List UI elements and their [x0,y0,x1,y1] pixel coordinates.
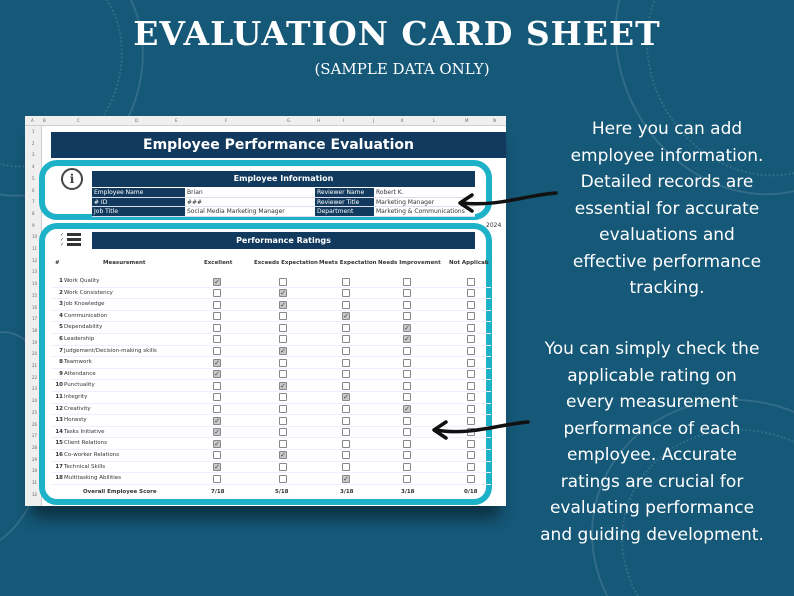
row-header-cell[interactable]: 27 [32,433,38,439]
checkbox-exceeds[interactable]: ✓ [280,347,286,356]
column-header-cell[interactable]: N [493,118,496,123]
checkbox-meets[interactable] [342,301,350,309]
column-header-cell[interactable]: H [317,118,321,123]
checkbox-meets[interactable] [342,440,350,448]
column-header-cell[interactable]: A [31,118,34,123]
table-row [51,427,491,439]
score-exceeds: 5/18 [275,489,289,495]
measurement-label: Job Knowledge [64,301,105,308]
measurement-label: Tasks Initiative [64,428,105,435]
score-needs: 3/18 [401,489,415,495]
row-header-cell[interactable]: 24 [32,398,38,404]
row-header-cell[interactable]: 31 [32,480,38,485]
table-row [51,369,491,381]
row-header-cell[interactable]: 4 [32,164,35,170]
row-header-cell[interactable]: 9 [32,222,35,228]
table-row [51,450,491,462]
measurement-label: Co-worker Relations [64,451,120,458]
row-header-cell[interactable]: 26 [32,421,38,427]
score-not-applicable: 0/18 [464,489,478,495]
checkbox-not-applicable[interactable] [467,451,475,459]
checkbox-exceeds[interactable] [279,428,287,436]
table-row [51,380,491,392]
checklist-icon: ✓ ✓ ✓ [60,230,82,248]
row-number: 9 [59,370,63,377]
table-row [51,311,491,323]
checkbox-needs[interactable] [403,475,411,483]
table-row [51,473,491,485]
employee-info-header: Employee Information [92,171,475,187]
row-header-cell[interactable]: 11 [32,246,38,251]
checkbox-needs[interactable] [403,312,411,320]
row-header-cell[interactable]: 7 [32,199,35,205]
row-header-cell[interactable]: 3 [32,152,35,158]
curved-arrow-icon [428,412,532,442]
checkbox-not-applicable[interactable] [467,289,475,297]
info-icon: i [61,168,83,190]
row-number: 17 [55,463,63,470]
measurement-label: Communication [64,312,108,319]
column-header-cell[interactable]: J [373,118,375,123]
callout-line: ratings are crucial for [560,471,744,492]
table-row [51,438,491,450]
callout-line: employee information. [570,145,764,166]
checkbox-not-applicable[interactable] [467,370,475,378]
checkbox-not-applicable[interactable] [467,278,475,286]
page-subtitle: (SAMPLE DATA ONLY) [314,60,490,78]
checkbox-needs[interactable] [403,440,411,448]
row-header-cell[interactable]: 23 [32,386,38,392]
row-header-cell[interactable]: 21 [32,363,38,368]
callout-line: effective performance [572,251,762,272]
column-header-cell[interactable]: L [433,118,436,123]
callout-line: Here you can add [591,119,743,139]
row-number: 4 [59,312,63,319]
checkbox-exceeds[interactable] [279,463,287,471]
checkbox-needs[interactable] [403,347,411,355]
callout-line: performance of each [563,418,741,439]
checkbox-excellent[interactable] [213,312,221,320]
checkbox-excellent[interactable] [213,289,221,297]
measurement-label: Leadership [64,335,95,342]
page-title: EVALUATION CARD SHEET [133,14,661,53]
checkbox-exceeds[interactable]: ✓ [280,451,286,460]
measurement-label: Creativity [64,405,91,412]
callout-line: applicable rating on [567,365,737,386]
row-header-cell[interactable]: 1 [32,129,35,134]
row-header-cell[interactable]: 5 [32,175,35,181]
score-excellent: 7/18 [211,489,225,495]
score-label: Overall Employee Score [83,489,157,495]
checkbox-meets[interactable] [342,359,350,367]
checkbox-excellent[interactable] [213,335,221,343]
measurement-label: Dependability [64,324,103,331]
checkbox-not-applicable[interactable] [467,301,475,309]
checkbox-exceeds[interactable] [279,359,287,367]
row-header-cell[interactable]: 10 [32,234,38,240]
job-title-field[interactable]: Social Media Marketing Manager [185,207,315,217]
measurement-label: Client Relations [64,440,107,447]
row-number: 3 [59,301,63,308]
row-header-cell[interactable]: 6 [32,187,35,193]
checkbox-meets[interactable] [342,417,350,425]
table-row [51,322,491,334]
column-header-bar [25,116,506,126]
employee-name-label: Employee Name [92,188,185,198]
checkbox-excellent[interactable]: ✓ [214,358,220,367]
checkbox-needs[interactable] [403,428,411,436]
row-number: 1 [59,278,63,284]
table-row [51,346,491,358]
reviewer-title-field[interactable]: Marketing Manager [374,198,475,208]
checkbox-meets[interactable]: ✓ [343,312,349,321]
checkbox-not-applicable[interactable] [467,393,475,401]
row-number: 7 [59,347,63,354]
column-header-cell[interactable]: M [465,118,469,123]
col-needs: Needs Improvement [378,260,441,266]
checkbox-excellent[interactable]: ✓ [214,416,220,425]
measurement-label: Teamwork [64,359,92,366]
checkbox-exceeds[interactable]: ✓ [280,289,286,298]
col-measurement: Measurement [103,260,146,266]
checkbox-meets[interactable] [342,289,350,297]
year-cell: 2024 [486,222,502,229]
row-number: 11 [55,393,63,400]
checkbox-exceeds[interactable] [279,324,287,332]
column-header-cell[interactable]: K [401,118,404,123]
callout-line: You can simply check the [544,339,760,359]
job-title-label: Job Title [92,207,185,217]
checkbox-meets[interactable] [342,370,350,378]
column-header-cell[interactable]: E [175,118,178,123]
measurement-label: Honesty [64,417,87,424]
table-row [51,392,491,404]
col-meets: Meets Expectation [319,260,377,266]
checkbox-needs[interactable] [403,463,411,471]
callout-line: evaluations and [599,225,735,245]
checkbox-needs[interactable]: ✓ [404,335,410,344]
checkbox-excellent[interactable]: ✓ [214,277,220,286]
callout-line: employee. Accurate [566,445,738,465]
checkbox-excellent[interactable] [213,451,221,459]
checkbox-meets[interactable] [342,382,350,390]
checkbox-needs[interactable] [403,382,411,390]
checkbox-excellent[interactable]: ✓ [214,370,220,379]
checkbox-needs[interactable]: ✓ [404,323,410,332]
score-meets: 3/18 [340,489,354,495]
column-header-cell[interactable]: D [135,118,139,123]
employee-id-field[interactable]: ### [185,198,315,208]
table-row [51,334,491,346]
checkbox-exceeds[interactable] [279,393,287,401]
checkbox-needs[interactable] [403,301,411,309]
checkbox-needs[interactable] [403,370,411,378]
checkbox-excellent[interactable] [213,382,221,390]
checkbox-not-applicable[interactable] [467,335,475,343]
checkbox-not-applicable[interactable] [467,324,475,332]
checkbox-exceeds[interactable]: ✓ [280,300,286,309]
callout-line: essential for accurate [574,198,760,219]
curved-arrow-icon [452,185,562,215]
row-number: 15 [55,440,63,447]
callout-ratings [530,336,774,548]
row-header-cell[interactable]: 29 [32,456,38,462]
checkbox-exceeds[interactable] [279,312,287,320]
row-number: 14 [55,428,63,435]
table-row [51,357,491,369]
checkbox-exceeds[interactable]: ✓ [280,381,286,390]
col-exceeds: Exceeds Expectation [254,260,318,266]
row-header-cell[interactable]: 14 [32,281,38,287]
checkbox-excellent[interactable]: ✓ [214,428,220,437]
overall-score-row [51,486,491,499]
checkbox-excellent[interactable] [213,475,221,483]
checkbox-needs[interactable] [403,417,411,425]
checkbox-meets[interactable] [342,347,350,355]
checkbox-excellent[interactable] [213,324,221,332]
column-header-cell[interactable]: B [43,118,46,123]
table-row [51,404,491,416]
callout-employee-info [560,116,774,302]
row-header-cell[interactable]: 18 [32,327,38,333]
callout-line: and guiding development. [540,524,764,545]
row-header-cell[interactable]: 15 [32,292,38,298]
checkbox-needs[interactable] [403,278,411,286]
checkbox-excellent[interactable] [213,347,221,355]
checkbox-not-applicable[interactable] [467,463,475,471]
row-header-cell[interactable]: 8 [32,210,35,216]
checkbox-not-applicable[interactable] [467,347,475,355]
checkbox-excellent[interactable] [213,301,221,309]
measurement-label: Judgement/Decision-making skills [64,347,157,354]
callout-line: evaluating performance [549,498,755,518]
row-number: 16 [55,451,63,458]
checkbox-needs[interactable] [403,289,411,297]
row-header-cell[interactable]: 12 [32,257,38,263]
checkbox-exceeds[interactable] [279,417,287,425]
row-number: 10 [55,382,63,389]
table-row [51,276,491,288]
row-header-cell[interactable]: 17 [32,316,38,322]
row-number: 6 [59,335,63,342]
checkbox-meets[interactable] [342,405,350,413]
checkbox-not-applicable[interactable] [467,382,475,390]
measurement-label: Work Quality [64,278,100,284]
table-row [51,415,491,427]
checkbox-needs[interactable] [403,359,411,367]
row-header-cell[interactable]: 28 [32,444,38,450]
row-header-cell[interactable]: 25 [32,409,38,415]
reviewer-name-field[interactable]: Robert K. [374,188,475,198]
checkbox-needs[interactable]: ✓ [404,405,410,414]
checkbox-needs[interactable] [403,451,411,459]
col-not-applicable: Not Applicab [449,260,489,266]
table-row [51,462,491,474]
checkbox-meets[interactable] [342,324,350,332]
row-header-cell[interactable]: 32 [32,491,38,497]
department-label: Department [315,207,374,217]
checkbox-meets[interactable] [342,278,350,286]
checkbox-excellent[interactable] [213,405,221,413]
col-num: # [55,260,60,266]
checkbox-exceeds[interactable] [279,475,287,483]
checkbox-exceeds[interactable] [279,335,287,343]
table-row [51,299,491,311]
column-header-cell[interactable]: F [225,118,228,123]
row-number: 12 [55,405,63,412]
checkbox-not-applicable[interactable] [467,475,475,483]
checkbox-meets[interactable] [342,428,350,436]
row-header-cell[interactable]: 13 [32,269,38,275]
checkbox-not-applicable[interactable] [467,312,475,320]
reviewer-name-label: Reviewer Name [315,188,374,198]
row-header-cell[interactable]: 2 [32,140,35,146]
checkbox-meets[interactable] [342,451,350,459]
measurement-label: Integrity [64,393,88,400]
checkbox-excellent[interactable]: ✓ [214,463,220,471]
ratings-table-header [51,254,491,272]
col-excellent: Excellent [204,260,233,266]
checkbox-exceeds[interactable] [279,405,287,413]
ratings-table-body [51,276,491,485]
sheet-title-banner: Employee Performance Evaluation [51,132,506,158]
measurement-label: Work Consistency [64,289,113,296]
table-row [51,288,491,300]
employee-id-label: # ID [92,198,185,208]
callout-line: every measurement [565,392,739,412]
callout-line: Detailed records are [580,172,754,192]
row-number: 8 [59,359,63,366]
row-number: 13 [55,417,63,424]
row-header-cell[interactable]: 22 [32,374,38,380]
checkbox-excellent[interactable]: ✓ [214,439,220,448]
checkbox-meets[interactable]: ✓ [343,474,349,483]
column-header-cell[interactable]: I [343,118,345,123]
row-header-cell[interactable]: 19 [32,339,38,345]
reviewer-title-label: Reviewer Title [315,198,374,208]
checkbox-exceeds[interactable] [279,440,287,448]
measurement-label: Punctuality [64,382,95,389]
row-number: 18 [55,475,63,482]
employee-name-field[interactable]: Brian [185,188,315,198]
measurement-label: Attendance [64,370,96,377]
measurement-label: Technical Skills [64,463,106,470]
performance-ratings-header: Performance Ratings [92,232,475,249]
checkbox-excellent[interactable] [213,393,221,401]
callout-line: tracking. [629,278,705,298]
department-field[interactable]: Marketing & Communications [374,207,475,217]
row-number: 2 [59,289,63,296]
checkbox-meets[interactable] [342,335,350,343]
checkbox-exceeds[interactable] [279,370,287,378]
row-header-cell[interactable]: 30 [32,468,38,474]
employee-info-grid [92,188,475,217]
checkbox-meets[interactable] [342,463,350,471]
measurement-label: Multitasking Abilities [64,475,122,482]
checkbox-needs[interactable] [403,393,411,401]
checkbox-not-applicable[interactable] [467,359,475,367]
row-header-cell[interactable]: 20 [32,351,38,357]
checkbox-exceeds[interactable] [279,278,287,286]
checkbox-meets[interactable]: ✓ [343,393,349,402]
column-header-cell[interactable]: G [287,118,291,123]
column-header-cell[interactable]: C [77,118,80,123]
row-number: 5 [59,324,63,331]
row-header-cell[interactable]: 16 [32,304,38,310]
